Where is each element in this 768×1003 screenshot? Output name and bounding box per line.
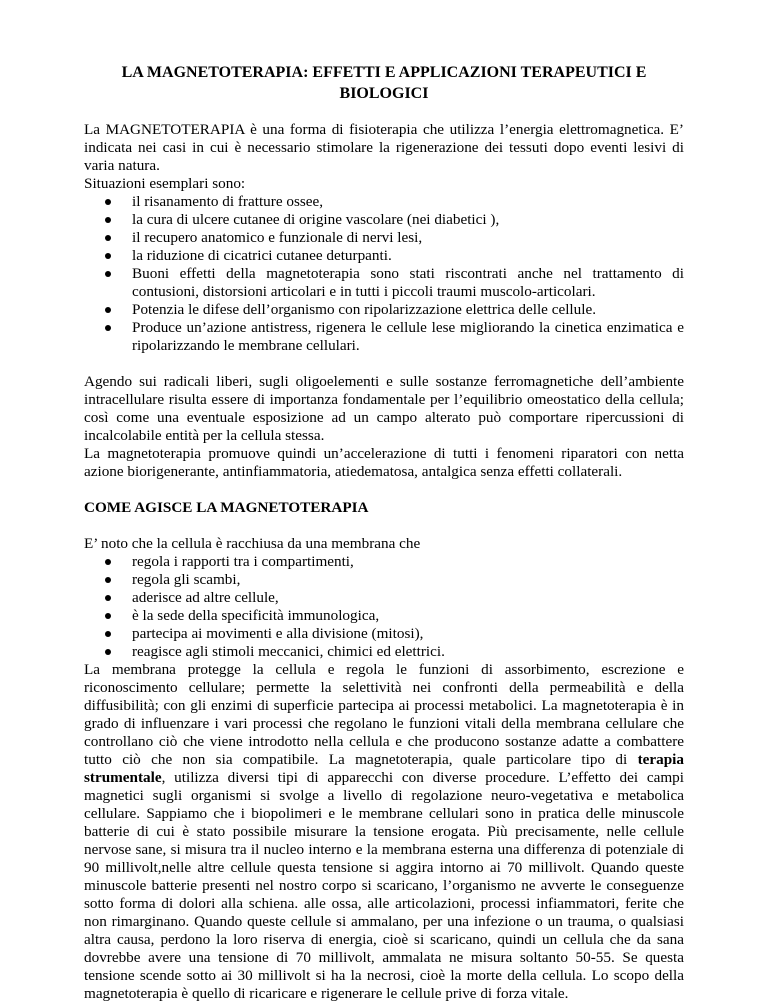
- list-item: reagisce agli stimoli meccanici, chimici ed elettrici.: [84, 643, 684, 661]
- situations-label: Situazioni esemplari sono:: [84, 175, 246, 192]
- list-item: regola gli scambi,: [84, 571, 684, 589]
- list-item: la riduzione di cicatrici cutanee deturpanti.: [84, 247, 684, 265]
- list-item: il risanamento di fratture ossee,: [84, 193, 684, 211]
- paragraph-spacer: [84, 355, 684, 373]
- list-item: aderisce ad altre cellule,: [84, 589, 684, 607]
- membrane-paragraph-start: La membrana protegge la cellula e regola le funzioni di assorbimento, escrezione e riconoscimento cellulare; permette la selettività nei confronti della permeabilità e della diffusibilità; con gli enzimi di superficie partecipa ai processi metabolici. La magnetoterapia è in grado di influenzare i vari processi che regolano le funzioni vitali della membrana cellulare che controllano ciò che viene introdotto nella cellula e che producono sostanze adatte a combattere tutto ciò che non sia compatibile. La magnetoterapia, quale particolare tipo di: [84, 661, 684, 768]
- list-item: partecipa ai movimenti e alla divisione (mitosi),: [84, 625, 684, 643]
- membrane-intro: E’ noto che la cellula è racchiusa da una membrana che: [84, 535, 421, 552]
- list-item: regola i rapporti tra i compartimenti,: [84, 553, 684, 571]
- section-heading: COME AGISCE LA MAGNETOTERAPIA: [84, 499, 369, 516]
- document-title: LA MAGNETOTERAPIA: EFFETTI E APPLICAZIONI TERAPEUTICI E BIOLOGICI: [121, 64, 647, 102]
- paragraph-spacer: [84, 481, 684, 499]
- list-item: Potenzia le difese dell’organismo con ripolarizzazione elettrica delle cellule.: [84, 301, 684, 319]
- list-item: Produce un’azione antistress, rigenera le cellule lese migliorando la cinetica enzimatica e ripolarizzando le membrane cellulari.: [84, 319, 684, 355]
- promotes-paragraph: La magnetoterapia promuove quindi un’accelerazione di tutti i fenomeni riparatori con netta azione biorigenerante, antinfiammatoria, atiedematosa, antalgica senza effetti collaterali.: [84, 445, 684, 480]
- list-item: il recupero anatomico e funzionale di nervi lesi,: [84, 229, 684, 247]
- membrane-functions-list: [84, 553, 684, 661]
- membrane-paragraph-end: , utilizza diversi tipi di apparecchi con diverse procedure. L’effetto dei campi magnetici sugli organismi si svolge a livello di regolazione neuro-vegetativa e metabolica cellulare. Sappiamo che i biopolimeri e le membrane cellulari sono in pratica delle minuscole batterie di cui è stato possibile misurare la tensione erogata. Più precisamente, nelle cellule nervose sane, si misura tra il nucleo interno e la membrana esterna una differenza di potenziale di 90 millivolt,nelle altre cellule questa tensione si aggira intorno ai 70 millivolt. Quando queste minuscole batterie presenti nel nostro corpo si scaricano, l’organismo ne avverte le conseguenze sotto forma di dolori alla schiena. alle ossa, alle articolazioni, processi infiammatori, ferite che non rimarginano. Quando queste cellule si ammalano, per una infezione o un trauma, o qualsiasi altra causa, perdono la loro riserva di energia, cioè si scaricano, quindi un cellula che da sana dovrebbe avere una tensione di 70 millivolt, ammalata ne misura soltanto 50-55. Se questa tensione scende sotto ai 30 millivolt si ha la necrosi, cioè la morte della cellula. Lo scopo della magnetoterapia è quello di ricaricare e rigenerare le cellule prive di forza vitale.: [84, 769, 684, 1002]
- paragraph-spacer: [84, 517, 684, 535]
- list-item: Buoni effetti della magnetoterapia sono stati riscontrati anche nel trattamento di contusioni, distorsioni articolari e in tutti i piccoli traumi muscolo-articolari.: [84, 265, 684, 301]
- situations-list: [84, 193, 684, 355]
- membrane-paragraph: [84, 661, 684, 1003]
- list-item: è la sede della specificità immunologica,: [84, 607, 684, 625]
- list-item: la cura di ulcere cutanee di origine vascolare (nei diabetici ),: [84, 211, 684, 229]
- radicals-paragraph: Agendo sui radicali liberi, sugli oligoelementi e sulle sostanze ferromagnetiche dell’ambiente intracellulare risulta essere di importanza fondamentale per l’equilibrio omeostatico della cellula; così come una eventuale esposizione ad un campo alterato può comportare ripercussioni di incalcolabile entità per la cellula stessa.: [84, 373, 684, 444]
- bold-term-terapia-strumentale: terapia strumentale: [84, 751, 684, 786]
- intro-paragraph: La MAGNETOTERAPIA è una forma di fisioterapia che utilizza l’energia elettromagnetica. E’ indicata nei casi in cui è necessario stimolare la rigenerazione dei tessuti dopo eventi lesivi di varia natura.: [84, 121, 684, 174]
